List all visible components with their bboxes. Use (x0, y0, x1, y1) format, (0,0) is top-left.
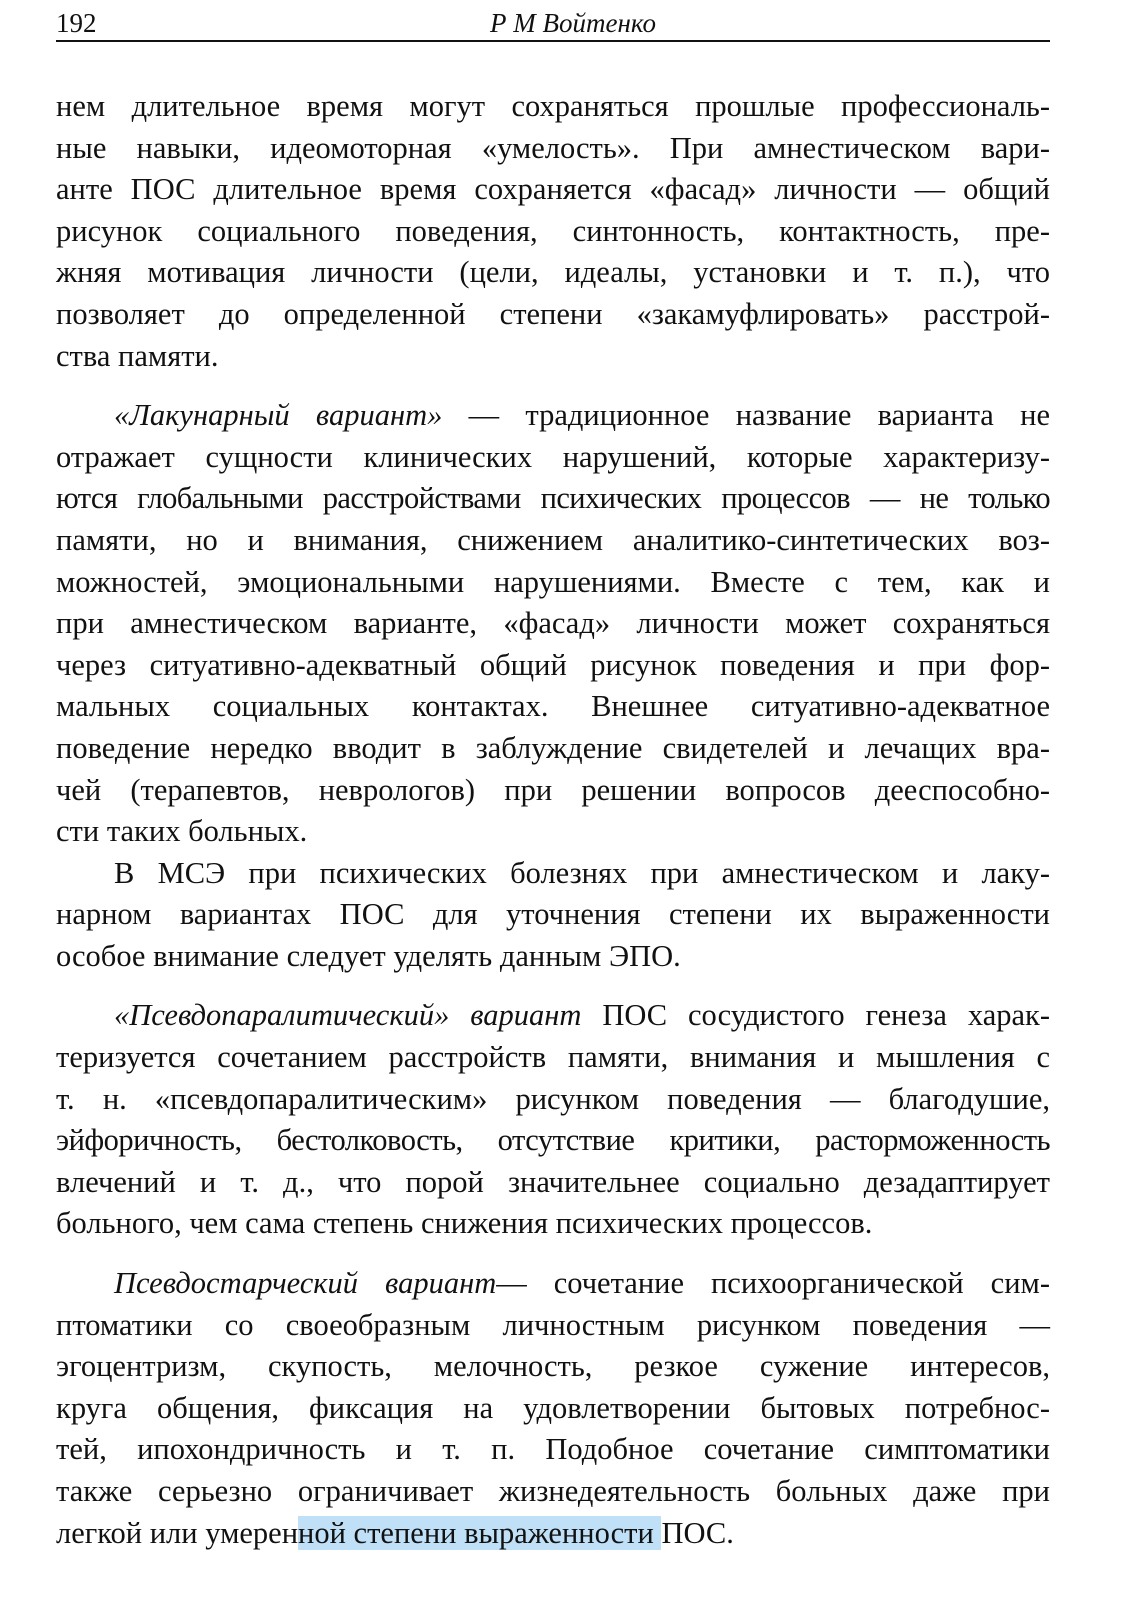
paragraph (56, 853, 1050, 978)
text-line: ются глобальными расстройствами психических процессов — не только (56, 481, 1050, 516)
text-line: жняя мотивация личности (цели, идеалы, установки и т. п.), что (56, 255, 1050, 290)
text-line: через ситуативно-адекватный общий рисунок поведения и при фор- (56, 647, 1050, 682)
page-number: 192 (56, 8, 97, 38)
text-run: ПОС. (661, 1515, 734, 1550)
text-line: эгоцентризм, скупость, мелочность, резкое сужение интересов, (56, 1349, 1050, 1384)
text-line: поведение нередко вводит в заблуждение свидетелей и лечащих вра- (56, 730, 1050, 765)
text-line: позволяет до определенной степени «закамуфлировать» расстрой- (56, 296, 1050, 331)
text-line: чей (терапевтов, неврологов) при решении вопросов дееспособно- (56, 772, 1050, 807)
text-line: также серьезно ограничивает жизнедеятельность больных даже при (56, 1474, 1050, 1508)
text-run: легкой или умерен (56, 1515, 299, 1550)
text-line: можностей, эмоциональными нарушениями. Вместе с тем, как и (56, 564, 1050, 599)
text-line: рисунок социального поведения, синтонность, контактность, пре- (56, 213, 1050, 248)
text-selection-highlight[interactable]: ной степени выраженности (298, 1515, 662, 1550)
text-line (56, 1513, 1050, 1555)
text-line: отражает сущности клинических нарушений, которые характеризу- (56, 439, 1050, 474)
text-line: памяти, но и внимания, снижением аналитико-синтетических воз- (56, 522, 1050, 557)
text-line: теризуется сочетанием расстройств памяти, внимания и мышления с (56, 1040, 1050, 1075)
text-line: анте ПОС длительное время сохраняется «фасад» личности — общий (56, 172, 1050, 207)
text-line: ства памяти. (56, 338, 219, 373)
text-line (56, 1263, 1050, 1305)
text-line: при амнестическом варианте, «фасад» личности может сохраняться (56, 606, 1050, 641)
running-header (56, 4, 1050, 42)
text-line: тей, ипохондричность и т. п. Подобное сочетание симптоматики (56, 1432, 1050, 1467)
text-line: сти таких больных. (56, 814, 308, 849)
paragraph (56, 1263, 1050, 1554)
body-text (56, 86, 1050, 1554)
paragraph (56, 395, 1050, 853)
term-lacunar-variant: «Лакунарный вариант» (114, 398, 443, 433)
paragraph (56, 86, 1050, 377)
text-line: ные навыки, идеомоторная «умелость». При амнестическом вари- (56, 130, 1050, 165)
text-line: т. н. «псевдопаралитическим» рисунком поведения — благодушие, (56, 1081, 1050, 1116)
text-run: ПОС сосудистого генеза харак- (581, 998, 1050, 1033)
text-line: птоматики со своеобразным личностным рисунком поведения — (56, 1307, 1050, 1342)
text-line: нем длительное время могут сохраняться прошлые профессиональ- (56, 89, 1050, 123)
text-run: — традиционное название варианта не (442, 398, 1050, 433)
text-line: В МСЭ при психических болезнях при амнестическом и лаку- (114, 855, 1050, 890)
term-pseudosenile-variant: Псевдостарческий вариант (114, 1266, 497, 1301)
text-line (56, 995, 1050, 1037)
paragraph (56, 995, 1050, 1245)
text-line: влечений и т. д., что порой значительнее социально дезадаптирует (56, 1164, 1050, 1199)
text-run: — сочетание психоорганической сим- (496, 1266, 1051, 1301)
text-line: больного, чем сама степень снижения психических процессов. (56, 1206, 873, 1241)
text-line: особое внимание следует уделять данным ЭПО. (56, 938, 681, 973)
text-line: круга общения, фиксация на удовлетворении бытовых потребнос- (56, 1390, 1050, 1425)
text-line (56, 395, 1050, 437)
running-author: Р М Войтенко (490, 8, 656, 38)
text-line: нарном вариантах ПОС для уточнения степени их выраженности (56, 897, 1050, 932)
text-line: эйфоричность, бестолковость, отсутствие критики, расторможенность (56, 1123, 1050, 1158)
text-line: мальных социальных контактах. Внешнее ситуативно-адекватное (56, 689, 1050, 724)
term-pseudoparalytic-variant: «Псевдопаралитический» вариант (114, 998, 582, 1033)
